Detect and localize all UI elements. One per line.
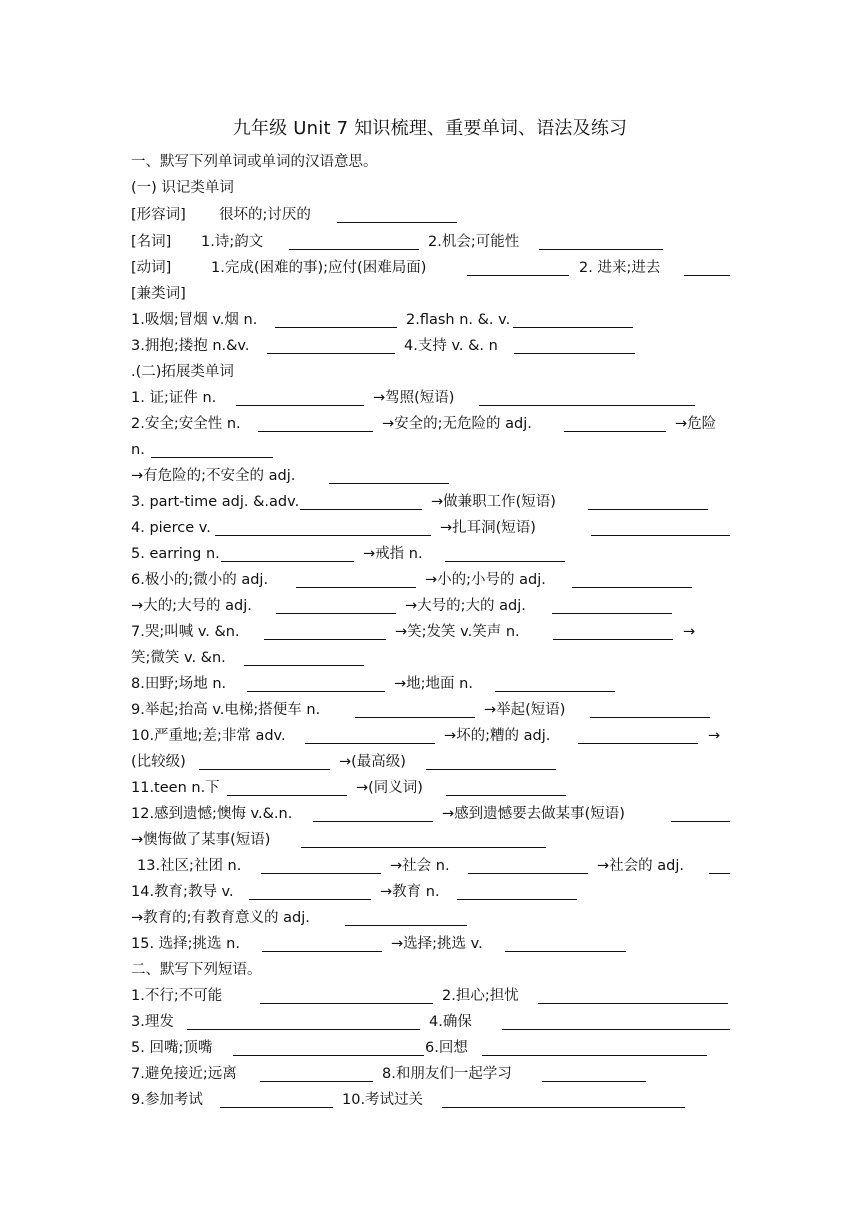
item-label: 3.理发: [131, 1014, 174, 1030]
item-label: 4. pierce v.: [131, 520, 211, 536]
section1-sub2: .(二)拓展类单词: [131, 364, 234, 380]
answer-blank[interactable]: [329, 483, 449, 484]
answer-blank[interactable]: [261, 873, 381, 874]
adjective-tag: [形容词]: [131, 207, 186, 223]
noun-item-2: 2.机会;可能性: [428, 234, 520, 250]
answer-blank[interactable]: [289, 249, 419, 250]
item-label: 14.教育;教导 v.: [131, 884, 234, 900]
answer-blank[interactable]: [578, 743, 698, 744]
answer-blank[interactable]: [247, 691, 385, 692]
answer-blank[interactable]: [258, 431, 373, 432]
answer-blank[interactable]: [552, 613, 672, 614]
multi-class-tag: [兼类词]: [131, 286, 186, 302]
item-label: →: [683, 624, 696, 640]
item-label: →地;地面 n.: [394, 676, 473, 692]
answer-blank[interactable]: [337, 222, 457, 223]
item-label: 2.担心;担忧: [442, 988, 519, 1004]
answer-blank[interactable]: [446, 795, 566, 796]
answer-blank[interactable]: [538, 1003, 728, 1004]
answer-blank[interactable]: [236, 405, 364, 406]
answer-blank[interactable]: [553, 639, 673, 640]
answer-blank[interactable]: [590, 717, 710, 718]
answer-blank[interactable]: [267, 353, 395, 354]
answer-blank[interactable]: [355, 717, 475, 718]
item-label: 12.感到遗憾;懊悔 v.&.n.: [131, 806, 293, 822]
item-label: 10.严重地;差;非常 adv.: [131, 728, 286, 744]
answer-blank[interactable]: [221, 561, 354, 562]
answer-blank[interactable]: [260, 1003, 433, 1004]
answer-blank[interactable]: [468, 873, 588, 874]
item-label: 笑;微笑 v. &n.: [131, 650, 226, 666]
item-label: →大的;大号的 adj.: [131, 598, 252, 614]
answer-blank[interactable]: [215, 535, 431, 536]
noun-tag: [名词]: [131, 234, 172, 250]
answer-blank[interactable]: [244, 665, 364, 666]
item-label: 2.安全;安全性 n.: [131, 416, 241, 432]
item-label: →坏的;糟的 adj.: [444, 728, 551, 744]
section1-sub1: (一) 识记类单词: [131, 180, 234, 196]
item-label: 6.回想: [425, 1040, 468, 1056]
answer-blank[interactable]: [426, 769, 556, 770]
answer-blank[interactable]: [227, 795, 347, 796]
item-label: 8.和朋友们一起学习: [382, 1066, 512, 1082]
answer-blank[interactable]: [514, 353, 635, 354]
answer-blank[interactable]: [482, 1055, 707, 1056]
item-label: 11.teen n.下: [131, 780, 220, 796]
answer-blank[interactable]: [151, 457, 273, 458]
answer-blank[interactable]: [457, 899, 577, 900]
item-label: 2.flash n. &. v.: [406, 312, 511, 328]
item-label: →驾照(短语): [373, 390, 455, 406]
item-label: 5. earring n.: [131, 546, 220, 562]
item-label: →教育的;有教育意义的 adj.: [131, 910, 310, 926]
item-label: 9.参加考试: [131, 1092, 203, 1108]
item-label: 3.拥抱;搂抱 n.&v.: [131, 338, 250, 354]
answer-blank[interactable]: [275, 327, 397, 328]
item-label: 7.哭;叫喊 v. &n.: [131, 624, 240, 640]
item-label: 4.确保: [429, 1014, 472, 1030]
answer-blank[interactable]: [305, 743, 435, 744]
item-label: →扎耳洞(短语): [440, 520, 536, 536]
answer-blank[interactable]: [591, 535, 730, 536]
item-label: →感到遗憾要去做某事(短语): [442, 806, 625, 822]
item-label: →: [708, 728, 721, 744]
item-label: →社会 n.: [390, 858, 450, 874]
item-label: 1.吸烟;冒烟 v.烟 n.: [131, 312, 258, 328]
item-label: 15. 选择;挑选 n.: [131, 936, 240, 952]
item-label: →大号的;大的 adj.: [405, 598, 526, 614]
answer-blank[interactable]: [505, 951, 626, 952]
page-title: 九年级 Unit 7 知识梳理、重要单词、语法及练习: [232, 118, 628, 139]
verb-tag: [动词]: [131, 260, 172, 276]
item-label: 13.社区;社团 n.: [137, 858, 242, 874]
item-label: →戒指 n.: [363, 546, 423, 562]
answer-blank[interactable]: [684, 275, 730, 276]
answer-blank[interactable]: [264, 639, 386, 640]
answer-blank[interactable]: [513, 327, 633, 328]
answer-blank[interactable]: [564, 431, 666, 432]
answer-blank[interactable]: [249, 899, 371, 900]
answer-blank[interactable]: [445, 561, 565, 562]
item-label: 8.田野;场地 n.: [131, 676, 227, 692]
item-label: 6.极小的;微小的 adj.: [131, 572, 269, 588]
item-label: →有危险的;不安全的 adj.: [131, 468, 296, 484]
item-label: →安全的;无危险的 adj.: [382, 416, 532, 432]
answer-blank[interactable]: [671, 821, 730, 822]
item-label: →选择;挑选 v.: [391, 936, 483, 952]
item-label: →(同义词): [356, 780, 423, 796]
item-label: →做兼职工作(短语): [431, 494, 556, 510]
item-label: →小的;小号的 adj.: [425, 572, 546, 588]
answer-blank[interactable]: [220, 1107, 333, 1108]
item-label: 4.支持 v. &. n: [404, 338, 498, 354]
answer-blank[interactable]: [233, 1055, 424, 1056]
answer-blank[interactable]: [542, 1081, 646, 1082]
item-label: 10.考试过关: [342, 1092, 424, 1108]
answer-blank[interactable]: [345, 925, 467, 926]
verb-item-1: 1.完成(困难的事);应付(困难局面): [211, 260, 427, 276]
answer-blank[interactable]: [479, 405, 695, 406]
answer-blank[interactable]: [467, 275, 569, 276]
answer-blank[interactable]: [187, 1029, 420, 1030]
item-label: 1. 证;证件 n.: [131, 390, 217, 406]
item-label: →举起(短语): [484, 702, 566, 718]
item-label: 1.不行;不可能: [131, 988, 223, 1004]
answer-blank[interactable]: [276, 613, 396, 614]
answer-blank[interactable]: [709, 873, 730, 874]
answer-blank[interactable]: [313, 821, 433, 822]
item-label: 5. 回嘴;顶嘴: [131, 1040, 213, 1056]
item-label: 3. part-time adj. &.adv.: [131, 494, 300, 510]
item-label: (比较级): [131, 754, 186, 770]
answer-blank[interactable]: [495, 691, 615, 692]
item-label: →社会的 adj.: [597, 858, 684, 874]
item-label: n.: [131, 442, 145, 458]
section1-heading: 一、默写下列单词或单词的汉语意思。: [131, 154, 378, 170]
answer-blank[interactable]: [588, 509, 708, 510]
answer-blank[interactable]: [442, 1107, 685, 1108]
item-label: →懊悔做了某事(短语): [131, 832, 271, 848]
answer-blank[interactable]: [296, 587, 416, 588]
answer-blank[interactable]: [199, 769, 330, 770]
item-label: →危险: [675, 416, 717, 432]
item-label: 9.举起;抬高 v.电梯;搭便车 n.: [131, 702, 321, 718]
answer-blank[interactable]: [572, 587, 692, 588]
answer-blank[interactable]: [260, 1081, 373, 1082]
answer-blank[interactable]: [539, 249, 663, 250]
item-label: →(最高级): [339, 754, 406, 770]
item-label: →教育 n.: [380, 884, 440, 900]
item-label: 7.避免接近;远离: [131, 1066, 237, 1082]
answer-blank[interactable]: [262, 951, 382, 952]
noun-item-1: 1.诗;韵文: [201, 234, 264, 250]
answer-blank[interactable]: [300, 509, 422, 510]
section2-heading: 二、默写下列短语。: [131, 962, 262, 978]
item-label: →笑;发笑 v.笑声 n.: [395, 624, 520, 640]
verb-item-2: 2. 进来;进去: [579, 260, 661, 276]
answer-blank[interactable]: [301, 847, 546, 848]
adjective-item: 很坏的;讨厌的: [219, 207, 311, 223]
answer-blank[interactable]: [502, 1029, 730, 1030]
